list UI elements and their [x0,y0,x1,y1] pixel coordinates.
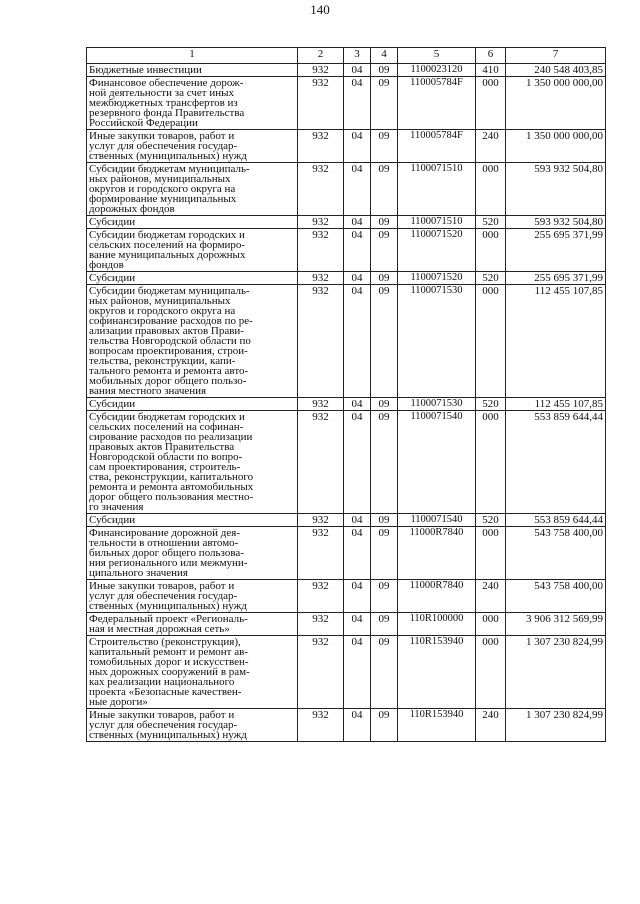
cell-vr: 240 [476,130,506,163]
table-row [87,130,606,163]
cell-name: Субсидии бюджетам городских и сельских поселений на формиро- вание муниципальных дорожных фондов [87,229,298,272]
cell-pr: 09 [371,130,398,163]
cell-rz: 04 [344,613,371,636]
cell-name: Бюджетные инвестиции [87,64,298,77]
header-row [87,48,606,64]
cell-vr: 000 [476,77,506,130]
cell-name: Субсидии бюджетам муниципаль- ных районов, муниципальных округов и городского округа на формирование муниципальных дорожных фондов [87,163,298,216]
cell-gr: 932 [298,77,344,130]
cell-gr: 932 [298,613,344,636]
table-row [87,285,606,398]
table-row [87,216,606,229]
cell-rz: 04 [344,527,371,580]
table-row [87,64,606,77]
cell-amount: 255 695 371,99 [506,229,606,272]
table-row [87,411,606,514]
cell-pr: 09 [371,527,398,580]
table-row [87,398,606,411]
cell-name: Субсидии бюджетам муниципаль- ных районов, муниципальных округов и городского округа на софинансирование расходов по ре- ализации правовых актов Прави- тельства Новгородской области по вопросам проектирования, строи- тельства, реконструкции, капи- тального ремонта и ремонта авто- мобильных дорог общего пользо- вания местного значения [87,285,298,398]
cell-amount: 3 906 312 569,99 [506,613,606,636]
table-row [87,77,606,130]
page-number: 140 [310,2,330,17]
cell-pr: 09 [371,77,398,130]
cell-pr: 09 [371,64,398,77]
cell-rz: 04 [344,272,371,285]
cell-vr: 000 [476,163,506,216]
cell-vr: 520 [476,514,506,527]
cell-amount: 553 859 644,44 [506,514,606,527]
cell-vr: 000 [476,613,506,636]
column-header-csr: 5 [398,48,476,64]
cell-rz: 04 [344,285,371,398]
column-header-gr: 2 [298,48,344,64]
cell-csr: 110005784F [398,130,476,163]
table-row [87,272,606,285]
cell-rz: 04 [344,216,371,229]
table-row [87,613,606,636]
table-row [87,163,606,216]
cell-csr: 1100071520 [398,229,476,272]
cell-pr: 09 [371,229,398,272]
cell-amount: 1 307 230 824,99 [506,636,606,709]
cell-pr: 09 [371,613,398,636]
column-header-rz: 3 [344,48,371,64]
cell-name: Финансовое обеспечение дорож- ной деятельности за счет иных межбюджетных трансфертов из резервного фонда Правительства Российской Федерации [87,77,298,130]
cell-amount: 1 350 000 000,00 [506,77,606,130]
cell-gr: 932 [298,527,344,580]
cell-name: Иные закупки товаров, работ и услуг для обеспечения государ- ственных (муниципальных) нужд [87,580,298,613]
cell-rz: 04 [344,130,371,163]
cell-vr: 000 [476,229,506,272]
cell-gr: 932 [298,285,344,398]
cell-vr: 410 [476,64,506,77]
cell-rz: 04 [344,398,371,411]
column-header-name: 1 [87,48,298,64]
cell-csr: 1100071520 [398,272,476,285]
table-row [87,514,606,527]
cell-rz: 04 [344,163,371,216]
cell-gr: 932 [298,64,344,77]
cell-csr: 1100071530 [398,398,476,411]
cell-vr: 000 [476,527,506,580]
cell-pr: 09 [371,272,398,285]
cell-name: Субсидии [87,216,298,229]
cell-vr: 520 [476,216,506,229]
cell-gr: 932 [298,216,344,229]
column-header-pr: 4 [371,48,398,64]
cell-pr: 09 [371,580,398,613]
cell-rz: 04 [344,64,371,77]
cell-amount: 112 455 107,85 [506,285,606,398]
cell-gr: 932 [298,163,344,216]
cell-amount: 543 758 400,00 [506,527,606,580]
cell-name: Субсидии бюджетам городских и сельских поселений на софинан- сирование расходов по реализации правовых актов Правительства Новгородской области по вопро- сам проектирования, строитель- ства, реконструкции, капитального ремонта и ремонта автомобильных дорог общего пользования местно- го значения [87,411,298,514]
cell-name: Субсидии [87,398,298,411]
budget-table [86,47,606,742]
cell-name: Иные закупки товаров, работ и услуг для обеспечения государ- ственных (муниципальных) нужд [87,130,298,163]
cell-amount: 1 350 000 000,00 [506,130,606,163]
cell-gr: 932 [298,398,344,411]
column-header-amount: 7 [506,48,606,64]
cell-csr: 1100071540 [398,514,476,527]
cell-vr: 000 [476,285,506,398]
cell-amount: 255 695 371,99 [506,272,606,285]
cell-amount: 553 859 644,44 [506,411,606,514]
cell-name: Иные закупки товаров, работ и услуг для обеспечения государ- ственных (муниципальных) нужд [87,709,298,742]
cell-csr: 110R153940 [398,709,476,742]
table-row [87,229,606,272]
cell-csr: 110R153940 [398,636,476,709]
cell-name: Субсидии [87,514,298,527]
table-row [87,636,606,709]
cell-csr: 1100071540 [398,411,476,514]
cell-pr: 09 [371,398,398,411]
cell-gr: 932 [298,411,344,514]
cell-csr: 1100071530 [398,285,476,398]
cell-name: Федеральный проект «Региональ- ная и местная дорожная сеть» [87,613,298,636]
cell-pr: 09 [371,411,398,514]
cell-vr: 520 [476,398,506,411]
cell-csr: 110R100000 [398,613,476,636]
cell-pr: 09 [371,709,398,742]
cell-rz: 04 [344,77,371,130]
cell-gr: 932 [298,636,344,709]
cell-pr: 09 [371,216,398,229]
cell-amount: 543 758 400,00 [506,580,606,613]
cell-gr: 932 [298,130,344,163]
table-body [87,64,606,742]
cell-pr: 09 [371,636,398,709]
cell-csr: 11000R7840 [398,580,476,613]
table-row [87,580,606,613]
cell-csr: 1100023120 [398,64,476,77]
cell-rz: 04 [344,580,371,613]
cell-gr: 932 [298,229,344,272]
cell-gr: 932 [298,272,344,285]
table-row [87,527,606,580]
cell-amount: 112 455 107,85 [506,398,606,411]
cell-vr: 000 [476,636,506,709]
cell-vr: 240 [476,580,506,613]
cell-amount: 1 307 230 824,99 [506,709,606,742]
cell-rz: 04 [344,514,371,527]
cell-pr: 09 [371,285,398,398]
cell-rz: 04 [344,411,371,514]
cell-amount: 593 932 504,80 [506,216,606,229]
cell-csr: 110005784F [398,77,476,130]
cell-name: Субсидии [87,272,298,285]
cell-csr: 1100071510 [398,163,476,216]
cell-amount: 240 548 403,85 [506,64,606,77]
cell-pr: 09 [371,163,398,216]
cell-name: Строительство (реконструкция), капитальный ремонт и ремонт ав- томобильных дорог и искусствен- ных дорожных сооружений в рам- ках реализации национального проекта «Безопасные качествен- ные дороги» [87,636,298,709]
cell-gr: 932 [298,514,344,527]
cell-gr: 932 [298,580,344,613]
cell-name: Финансирование дорожной дея- тельности в отношении автомо- бильных дорог общего пользова- ния регионального или межмуни- ципального значения [87,527,298,580]
cell-rz: 04 [344,229,371,272]
cell-gr: 932 [298,709,344,742]
column-header-vr: 6 [476,48,506,64]
cell-csr: 1100071510 [398,216,476,229]
cell-csr: 11000R7840 [398,527,476,580]
cell-vr: 520 [476,272,506,285]
table-row [87,709,606,742]
cell-vr: 000 [476,411,506,514]
cell-rz: 04 [344,636,371,709]
cell-vr: 240 [476,709,506,742]
cell-amount: 593 932 504,80 [506,163,606,216]
cell-rz: 04 [344,709,371,742]
cell-pr: 09 [371,514,398,527]
